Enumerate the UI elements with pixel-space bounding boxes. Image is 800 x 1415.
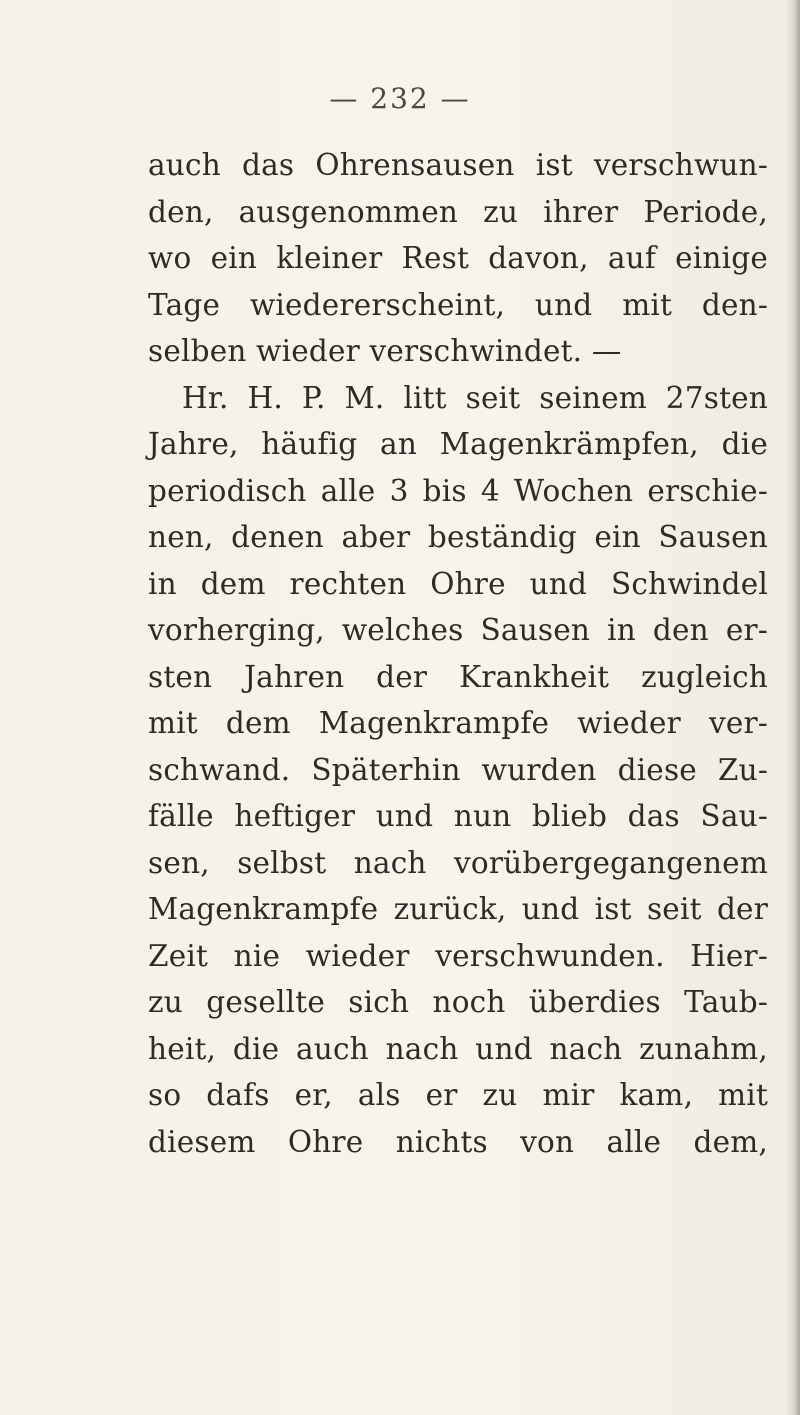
- text-line: zu gesellte sich noch überdies Taub-: [148, 985, 768, 1019]
- text-line: sten Jahren der Krankheit zugleich: [148, 659, 768, 694]
- text-line: diesem Ohre nichts von alle dem,: [148, 1124, 768, 1159]
- text-line: periodisch alle 3 bis 4 Wochen erschie-: [148, 473, 768, 508]
- text-line: fälle heftiger und nun blieb das Sau-: [148, 799, 768, 833]
- text-line: Zeit nie wieder verschwunden. Hier-: [148, 938, 768, 973]
- text-line: mit dem Magenkrampfe wieder ver-: [148, 706, 768, 740]
- text-line: vorherging, welches Sausen in den er-: [148, 613, 768, 647]
- text-line: wo ein kleiner Rest davon, auf einige: [148, 241, 768, 275]
- page-number: [0, 82, 800, 115]
- text-line: Tage wiedererscheint, und mit den-: [148, 287, 768, 322]
- text-line: Jahre, häufig an Magenkrämpfen, die: [148, 427, 768, 461]
- text-line: sen, selbst nach vorübergegangenem: [148, 845, 768, 880]
- text-line: Magenkrampfe zurück, und ist seit der: [148, 892, 768, 926]
- page-number-text: — 232 —: [329, 82, 471, 115]
- text-line: schwand. Späterhin wurden diese Zu-: [148, 752, 768, 787]
- body-text: [148, 142, 768, 1165]
- text-line: in dem rechten Ohre und Schwindel: [148, 566, 768, 601]
- text-line: selben wieder verschwindet. —: [148, 334, 622, 368]
- text-line: nen, denen aber beständig ein Sausen: [148, 520, 768, 554]
- text-line: auch das Ohrensausen ist verschwun-: [148, 148, 768, 182]
- text-line: Hr. H. P. M. litt seit seinem 27sten: [182, 380, 768, 415]
- text-line: den, ausgenommen zu ihrer Periode,: [148, 194, 768, 229]
- text-line: heit, die auch nach und nach zunahm,: [148, 1031, 768, 1066]
- text-line: so dafs er, als er zu mir kam, mit: [148, 1078, 768, 1112]
- page-edge-shadow: [786, 0, 800, 1415]
